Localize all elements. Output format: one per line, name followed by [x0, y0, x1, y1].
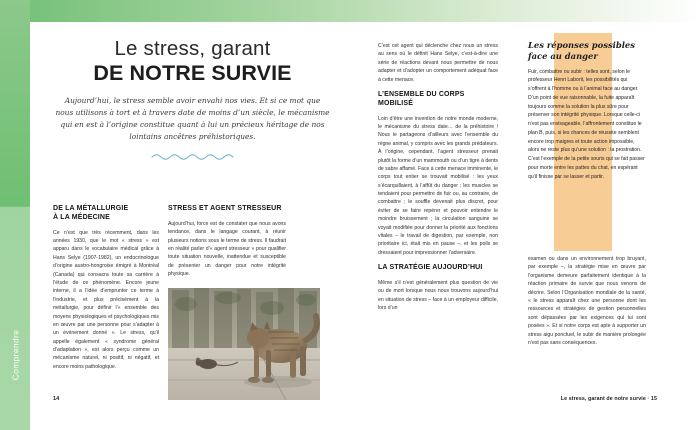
body-text-col3-strategie: Même s’il n’est généralement plus question de vie ou de mort lorsque nous nous trouvons aujourd’hui en situation de stress – face à un employeur difficile, lors d’un: [378, 280, 498, 312]
column-two: [168, 205, 286, 284]
standfirst: Aujourd’hui, le stress semble avoir envahi nos vies. Et si ce mot que nous utilisons à tort et à travers date de moins d’un siècle, le mécanisme qui en est à l’origine constitue quant à lui un précieux héritage de nos lointains ancêtres préhistoriques.: [55, 95, 330, 141]
body-text-col3: Loin d’être une invention de notre monde moderne, le mécanisme du stress date… de la préhistoire ! Nous le partageons d’ailleurs avec l’ensemble du règne animal, y compris avec les grands prédateurs. À l’origine, cependant, l’agent stresseur prenait plutôt la forme d’un mammouth ou d’un tigre à dents de sabre affamé. Face à cette menace imminente, le corps tout entier se trouvait mobilisé : les yeux s’écarquillaient, à l’affût du danger ; les muscles se tendaient pour permettre de fuir ou, au contraire, de combattre ; le souffle devenait plus discret, pour éviter de se faire repérer et pouvoir entendre le moindre bruissement ; la circulation sanguine se voyait modifiée pour donner la priorité aux fonctions vitales – le travail de digestion, par exemple, non prioritaire ici, était mis en pause –, et les poils se dressaient pour impressionner l’adversaire.: [378, 115, 498, 256]
column-four: [528, 255, 646, 352]
section-heading-metallurgie: DE LA MÉTALLURGIE À LA MÉDECINE: [53, 205, 129, 221]
chapter-tab: [0, 300, 30, 410]
column-one: [53, 205, 159, 376]
chapter-tab-label: Comprendre: [10, 329, 20, 381]
callout-box: [528, 40, 646, 181]
section-heading-corps-mobilise: L’ENSEMBLE DU CORPS MOBILISÉ: [378, 90, 465, 107]
body-text-col1: Ce n’est que très récemment, dans les années 1930, que le mot « stress » est apparu dans le vocabulaire médical grâce à Hans Selye (1907-1982), un endocrinologue d’origine austro-hongroise émigré à Montréal (Canada) qui consacra toute sa carrière à l’étude de ce phénomène. Encore jeune interne, il a l’idée d’emprunter ce terme à l’industrie, et plus précisément à la métallurgie, pour définir l’« ensemble des moyens physiologiques et psychologiques mis en œuvre par une personne pour s’adapter à un événement donné ». Le stress, qu’il appelle également « syndrome général d’adaptation », est alors perçu comme un mécanisme naturel, ni positif, ni négatif, et encore moins pathologique.: [53, 229, 159, 370]
wave-icon: [151, 152, 235, 160]
page-title-line2: DE NOTRE SURVIE: [93, 60, 292, 85]
section-heading-strategie: LA STRATÉGIE AUJOURD’HUI: [378, 264, 483, 272]
column-three: [378, 42, 498, 318]
section-heading-agent-stresseur: STRESS ET AGENT STRESSEUR: [168, 205, 282, 212]
page-title-line1: Le stress, garant: [114, 37, 271, 60]
folio-right: Le stress, garant de notre survie · 15: [560, 396, 657, 402]
callout-body: Fuir, combattre ou subir : telles sont, selon le professeur Henri Laborit, les possibilités qui s’offrent à l’homme ou à l’animal face au danger. D’un point de vue raisonnable, la fuite apparaît toujours comme la solution la plus sûre pour préserver son intégrité physique. Lorsque celle-ci n’est pas envisageable, l’affrontement constitue le plan B, puis, si les chances de réussite semblent encore trop maigres et toute action impossible, alors ne reste plus qu’une solution : la prostration. C’est l’exemple de la petite souris qui se fait passer pour morte entre les pattes du chat, en espérant qu’il finisse par se lasser et partir.: [528, 68, 645, 180]
body-text-col4: examen ou dans un environnement trop bruyant, par exemple –, la stratégie mise en œuvre par l’organisme demeure parfaitement identique à la réaction primaire de survie que nous venons de décrire. Selon l’Organisation mondiale de la santé, « le stress apparaît chez une personne dont les ressources et stratégies de gestion personnelles sont dépassées par les exigences qui lui sont posées ». Et si notre corps est apte à supporter un stress aigu ponctuel, le subir de manière prolongée n’est pas sans conséquences.: [528, 256, 646, 346]
photo-cat-and-mouse: [168, 288, 320, 400]
folio-left: 14: [53, 396, 60, 402]
title-block: [55, 38, 330, 160]
top-gradient-bar: [30, 0, 700, 22]
body-text-col3-intro: C’est cet agent qui déclenche chez nous un stress au sens où le définit Hans Selye, c’est-à-dire une série de réactions devant nous permettre de nous adapter et d’adopter un comportement adéquat face à cette menace.: [378, 43, 498, 83]
squiggle-divider: [55, 152, 330, 160]
callout-title: Les réponses possibles face au danger: [528, 40, 635, 61]
body-text-col2: Aujourd’hui, force est de constater que nous avons tendance, dans le langage courant, à réunir plusieurs notions sous le terme de stress. Il faudrait en réalité parler d’« agent stresseur » pour qualifier toute situation nouvelle, inattendue et susceptible de présenter un danger pour notre intégrité physique.: [168, 220, 286, 278]
